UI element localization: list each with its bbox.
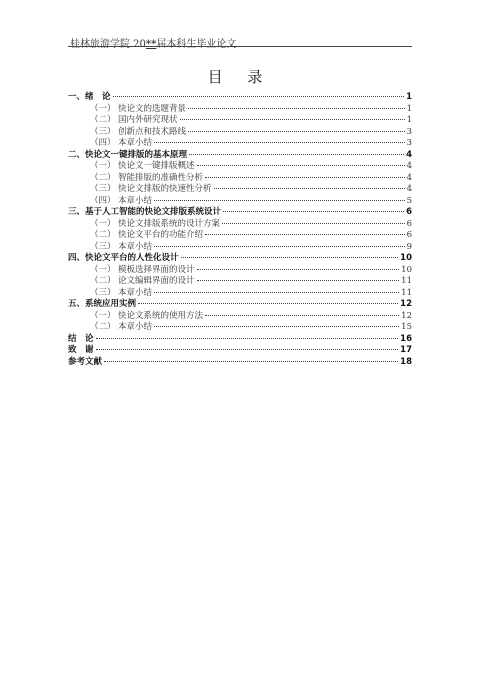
- header-year-blank: **: [145, 39, 157, 50]
- toc-dot-leader: [189, 154, 404, 155]
- toc-section-entry[interactable]: [68, 242, 412, 254]
- toc-entry-text: 创新点和技术路线: [118, 126, 187, 137]
- toc-entry-label: [68, 150, 187, 162]
- toc-section-entry[interactable]: [68, 288, 412, 300]
- toc-page-number: 1: [406, 92, 412, 102]
- toc-page-number: 12: [400, 299, 412, 309]
- toc-dot-leader: [205, 177, 405, 178]
- toc-chapter-entry[interactable]: [68, 345, 412, 357]
- toc-entry-label: [90, 265, 195, 277]
- toc-dot-leader: [96, 338, 399, 339]
- toc-entry-text: 快论文的选题背景: [118, 103, 187, 114]
- toc-entry-number: （二）: [90, 230, 116, 240]
- toc-entry-text: 快论文平台的人性化设计: [85, 253, 179, 263]
- toc-dot-leader: [154, 326, 399, 327]
- toc-entry-label: [90, 127, 186, 139]
- toc-entry-number: （四）: [90, 138, 116, 148]
- toc-entry-text: 绪 论: [85, 92, 111, 102]
- header-rule: [68, 46, 412, 47]
- toc-entry-text: 快论文系统的使用方法: [118, 310, 204, 321]
- toc-entry-label: [90, 196, 152, 208]
- toc-entry-number: （一）: [90, 161, 116, 171]
- toc-entry-number: （二）: [90, 322, 116, 332]
- toc-chapter-entry[interactable]: [68, 207, 412, 219]
- toc-page-number: 3: [406, 126, 412, 137]
- toc-dot-leader: [214, 188, 405, 189]
- toc-page-number: 4: [406, 161, 412, 171]
- toc-entry-text: 基于人工智能的快论文排版系统设计: [85, 207, 222, 217]
- toc-section-entry[interactable]: [68, 265, 412, 277]
- toc-chapter-entry[interactable]: [68, 299, 412, 311]
- toc-entry-number: （二）: [90, 276, 116, 286]
- toc-entry-number: 一、: [68, 92, 86, 102]
- toc-page-number: 11: [401, 276, 412, 286]
- toc-section-entry[interactable]: [68, 322, 412, 334]
- toc-dot-leader: [222, 223, 405, 224]
- toc-entry-label: [68, 207, 221, 219]
- page-title: 目 录: [207, 68, 273, 86]
- toc-page-number: 18: [400, 356, 412, 367]
- toc-entry-label: [68, 253, 179, 265]
- toc-entry-label: [68, 334, 94, 346]
- toc-entry-text: 快论文一键排版的基本原理: [85, 149, 188, 160]
- toc-section-entry[interactable]: [68, 276, 412, 288]
- toc-chapter-entry[interactable]: [68, 253, 412, 265]
- toc-entry-label: [90, 288, 152, 300]
- toc-chapter-entry[interactable]: [68, 357, 412, 369]
- toc-section-entry[interactable]: [68, 127, 412, 139]
- table-of-contents: [68, 92, 412, 368]
- toc-entry-number: 四、: [68, 253, 86, 263]
- header-prefix: 桂林旅游学院 20: [70, 39, 146, 50]
- toc-page-number: 1: [406, 103, 412, 114]
- toc-dot-leader: [154, 200, 405, 201]
- toc-entry-text: 参考文献: [68, 356, 103, 367]
- toc-dot-leader: [113, 96, 405, 97]
- toc-entry-text: 本章小结: [118, 322, 153, 332]
- toc-entry-number: （一）: [90, 218, 116, 229]
- toc-section-entry[interactable]: [68, 219, 412, 231]
- toc-chapter-entry[interactable]: [68, 334, 412, 346]
- toc-dot-leader: [180, 119, 405, 120]
- toc-entry-label: [90, 230, 203, 242]
- toc-entry-number: （三）: [90, 287, 116, 298]
- toc-page-number: 17: [400, 345, 412, 355]
- toc-entry-label: [68, 299, 136, 311]
- toc-page-number: 9: [406, 241, 412, 252]
- toc-entry-label: [90, 311, 203, 323]
- toc-section-entry[interactable]: [68, 173, 412, 185]
- toc-entry-text: 快论文一键排版概述: [118, 161, 195, 171]
- toc-entry-text: 结 论: [68, 333, 94, 344]
- toc-section-entry[interactable]: [68, 196, 412, 208]
- toc-page-number: 6: [406, 230, 412, 240]
- toc-page-number: 16: [400, 333, 412, 344]
- toc-entry-label: [90, 219, 220, 231]
- toc-entry-label: [90, 161, 195, 173]
- toc-dot-leader: [205, 234, 405, 235]
- toc-section-entry[interactable]: [68, 115, 412, 127]
- toc-entry-text: 论文编辑界面的设计: [118, 276, 195, 286]
- toc-entry-label: [68, 357, 102, 369]
- toc-page-number: 10: [400, 253, 412, 263]
- toc-dot-leader: [154, 142, 405, 143]
- toc-page-number: 4: [406, 149, 412, 160]
- toc-entry-number: （三）: [90, 241, 116, 252]
- toc-page-number: 4: [406, 172, 412, 183]
- toc-page-number: 10: [401, 264, 412, 275]
- toc-dot-leader: [188, 131, 405, 132]
- toc-dot-leader: [197, 269, 400, 270]
- toc-section-entry[interactable]: [68, 230, 412, 242]
- toc-entry-number: 五、: [68, 299, 86, 309]
- toc-dot-leader: [138, 303, 398, 304]
- toc-entry-text: 模板选择界面的设计: [118, 264, 195, 275]
- toc-entry-number: 三、: [68, 207, 86, 217]
- toc-entry-label: [90, 173, 203, 185]
- toc-entry-number: （二）: [90, 172, 116, 183]
- toc-entry-number: （三）: [90, 184, 116, 194]
- toc-entry-text: 本章小结: [118, 241, 153, 252]
- toc-entry-number: （一）: [90, 103, 116, 114]
- toc-entry-text: 快论文排版的快速性分析: [118, 184, 212, 194]
- toc-page-number: 11: [401, 287, 412, 298]
- toc-section-entry[interactable]: [68, 104, 412, 116]
- toc-entry-label: [90, 184, 212, 196]
- toc-entry-number: （四）: [90, 195, 116, 206]
- toc-page-number: 5: [406, 195, 412, 206]
- toc-dot-leader: [154, 292, 399, 293]
- toc-dot-leader: [154, 246, 405, 247]
- toc-entry-label: [90, 115, 178, 127]
- toc-entry-text: 致 谢: [68, 345, 94, 355]
- toc-entry-text: 快论文平台的功能介绍: [118, 230, 204, 240]
- toc-entry-label: [90, 322, 152, 334]
- toc-section-entry[interactable]: [68, 138, 412, 150]
- toc-dot-leader: [197, 165, 405, 166]
- toc-section-entry[interactable]: [68, 311, 412, 323]
- toc-section-entry[interactable]: [68, 184, 412, 196]
- toc-dot-leader: [181, 257, 399, 258]
- toc-entry-text: 本章小结: [118, 287, 153, 298]
- toc-dot-leader: [96, 349, 399, 350]
- toc-entry-label: [68, 92, 111, 104]
- toc-entry-number: 二、: [68, 149, 86, 160]
- toc-page-number: 15: [401, 322, 412, 332]
- toc-entry-number: （二）: [90, 115, 116, 125]
- toc-dot-leader: [223, 211, 404, 212]
- header-suffix: 届本科生毕业论文: [156, 39, 237, 50]
- toc-page-number: 6: [406, 218, 412, 229]
- toc-entry-label: [90, 104, 186, 116]
- toc-page-number: 6: [406, 207, 412, 217]
- toc-entry-text: 智能排版的准确性分析: [118, 172, 204, 183]
- toc-entry-text: 系统应用实例: [85, 299, 137, 309]
- running-header: [70, 35, 236, 50]
- toc-page-number: 4: [406, 184, 412, 194]
- toc-section-entry[interactable]: [68, 161, 412, 173]
- toc-dot-leader: [188, 108, 405, 109]
- toc-entry-label: [90, 138, 152, 150]
- toc-entry-text: 快论文排版系统的设计方案: [118, 218, 221, 229]
- toc-chapter-entry[interactable]: [68, 92, 412, 104]
- toc-entry-text: 本章小结: [118, 195, 153, 206]
- toc-entry-text: 国内外研究现状: [118, 115, 178, 125]
- toc-entry-number: （一）: [90, 264, 116, 275]
- toc-page-number: 3: [406, 138, 412, 148]
- toc-entry-text: 本章小结: [118, 138, 153, 148]
- toc-entry-number: （三）: [90, 126, 116, 137]
- toc-dot-leader: [205, 315, 399, 316]
- toc-entry-label: [90, 276, 195, 288]
- toc-page-number: 12: [401, 310, 412, 321]
- toc-page-number: 1: [406, 115, 412, 125]
- toc-entry-label: [90, 242, 152, 254]
- toc-entry-label: [68, 345, 94, 357]
- toc-entry-number: （一）: [90, 310, 116, 321]
- toc-chapter-entry[interactable]: [68, 150, 412, 162]
- toc-dot-leader: [104, 361, 398, 362]
- toc-dot-leader: [197, 280, 400, 281]
